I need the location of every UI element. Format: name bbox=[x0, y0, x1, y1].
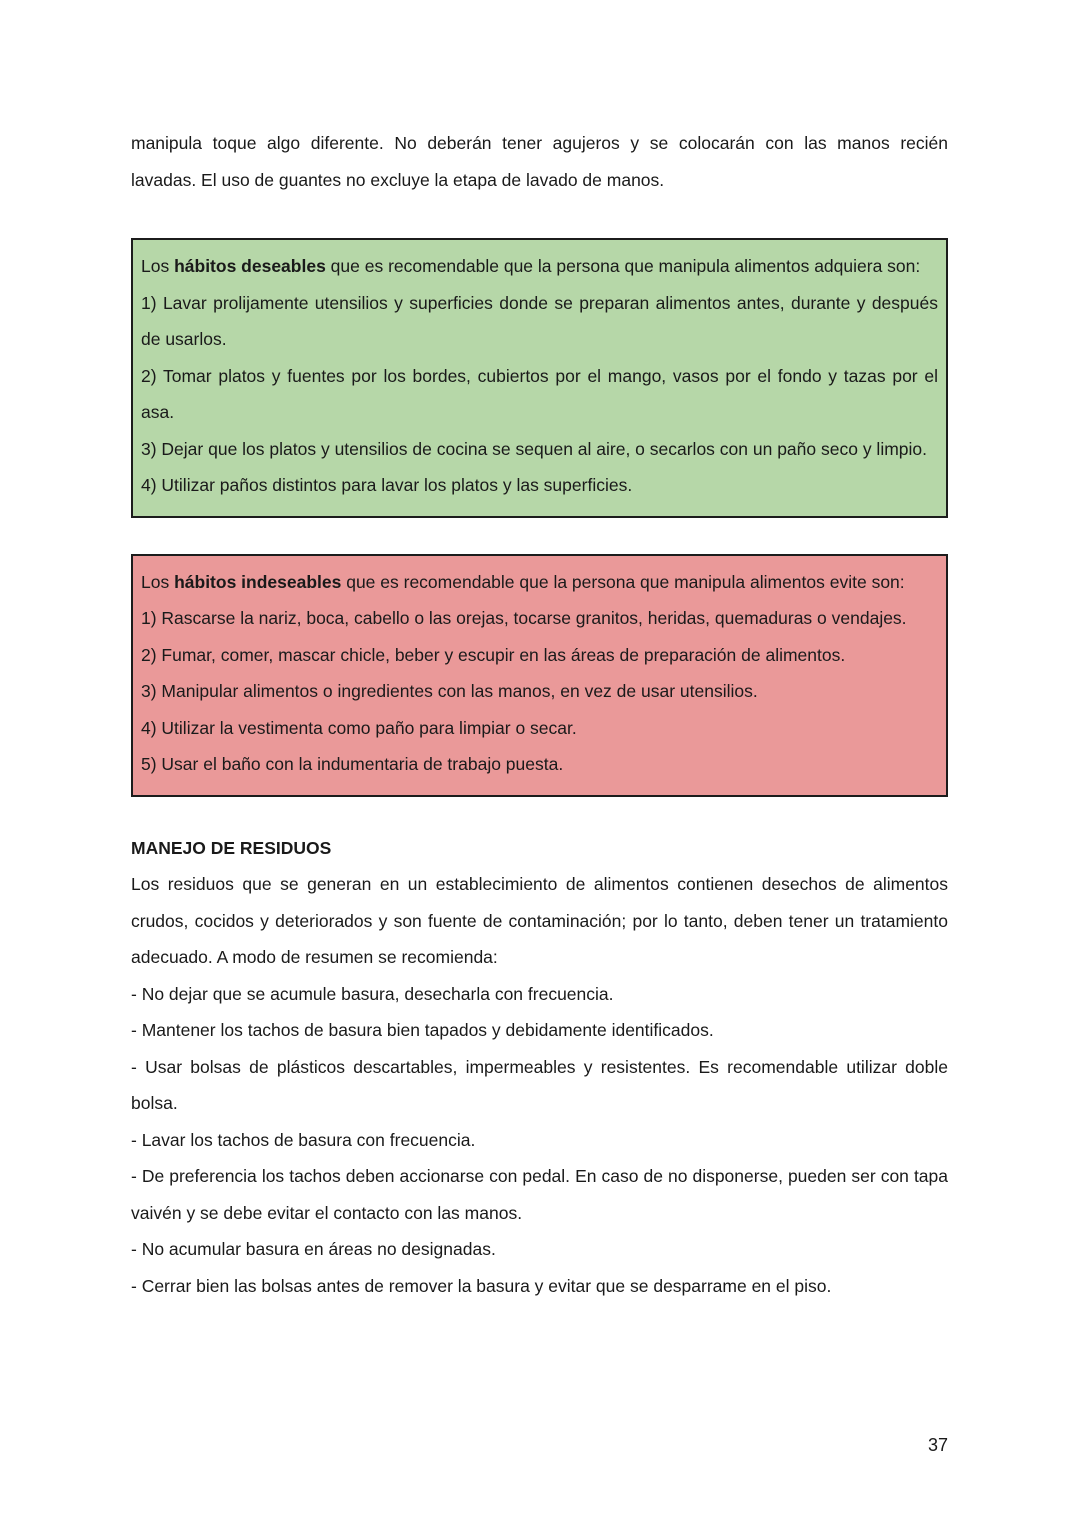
waste-item-7: - Cerrar bien las bolsas antes de remover la basura y evitar que se desparrame en el piso. bbox=[131, 1275, 832, 1296]
undesirable-lead-prefix: Los bbox=[141, 571, 175, 592]
desirable-lead-suffix: que es recomendable que la persona que manipula alimentos adquiera son: bbox=[325, 256, 921, 276]
desirable-lead-bold: hábitos deseables bbox=[174, 256, 326, 276]
waste-item-3: - Usar bolsas de plásticos descartables, impermeables y resistentes. Es recomendable utilizar doble bolsa. bbox=[131, 1056, 948, 1113]
intro-paragraph bbox=[131, 125, 948, 198]
waste-paragraph: Los residuos que se generan en un establecimiento de alimentos contienen desechos de alimentos crudos, cocidos y deteriorados y son fuente de contaminación; por lo tanto, deben tener un tratamiento adecuado. A modo de resumen se recomienda: bbox=[131, 874, 948, 967]
waste-item-5: - De preferencia los tachos deben accionarse con pedal. En caso de no disponerse, pueden ser con tapa vaivén y se debe evitar el contacto con las manos. bbox=[131, 1166, 948, 1223]
waste-item-2: - Mantener los tachos de basura bien tapados y debidamente identificados. bbox=[131, 1020, 714, 1040]
undesirable-item-3: 3) Manipular alimentos o ingredientes con las manos, en vez de usar utensilios. bbox=[141, 681, 758, 701]
page-number: 37 bbox=[927, 1435, 948, 1455]
undesirable-item-2: 2) Fumar, comer, mascar chicle, beber y escupir en las áreas de preparación de alimentos. bbox=[141, 644, 846, 665]
waste-item-4: - Lavar los tachos de basura con frecuencia. bbox=[131, 1129, 476, 1150]
undesirable-lead-bold: hábitos indeseables bbox=[174, 571, 342, 592]
desirable-item-1: 1) Lavar prolijamente utensilios y superficies donde se preparan alimentos antes, durante y después de usarlos. bbox=[141, 292, 938, 349]
desirable-item-2: 2) Tomar platos y fuentes por los bordes, cubiertos por el mango, vasos por el fondo y tazas por el asa. bbox=[141, 365, 938, 422]
waste-item-1: - No dejar que se acumule basura, desecharla con frecuencia. bbox=[131, 983, 614, 1004]
waste-heading: MANEJO DE RESIDUOS bbox=[131, 837, 332, 858]
intro-line-2: lavadas. El uso de guantes no excluye la etapa de lavado de manos. bbox=[131, 169, 665, 190]
waste-item-6: - No acumular basura en áreas no designadas. bbox=[131, 1239, 496, 1259]
desirable-item-4: 4) Utilizar paños distintos para lavar los platos y las superficies. bbox=[141, 475, 633, 495]
undesirable-item-1: 1) Rascarse la nariz, boca, cabello o las orejas, tocarse granitos, heridas, quemaduras o vendajes. bbox=[141, 608, 907, 628]
undesirable-item-4: 4) Utilizar la vestimenta como paño para limpiar o secar. bbox=[141, 717, 577, 738]
undesirable-item-5: 5) Usar el baño con la indumentaria de trabajo puesta. bbox=[141, 754, 564, 774]
intro-line-1: manipula toque algo diferente. No deberán tener agujeros y se colocarán con las manos recién bbox=[131, 133, 948, 153]
undesirable-lead bbox=[141, 564, 938, 601]
desirable-habits-box bbox=[131, 238, 948, 518]
undesirable-lead-suffix: que es recomendable que la persona que manipula alimentos evite son: bbox=[341, 571, 905, 592]
page-content bbox=[131, 125, 948, 1304]
desirable-item-3: 3) Dejar que los platos y utensilios de cocina se sequen al aire, o secarlos con un paño seco y limpio. bbox=[141, 438, 927, 459]
undesirable-habits-box bbox=[131, 554, 948, 797]
waste-section bbox=[131, 830, 948, 1305]
desirable-lead bbox=[141, 248, 938, 285]
desirable-lead-prefix: Los bbox=[141, 256, 175, 276]
